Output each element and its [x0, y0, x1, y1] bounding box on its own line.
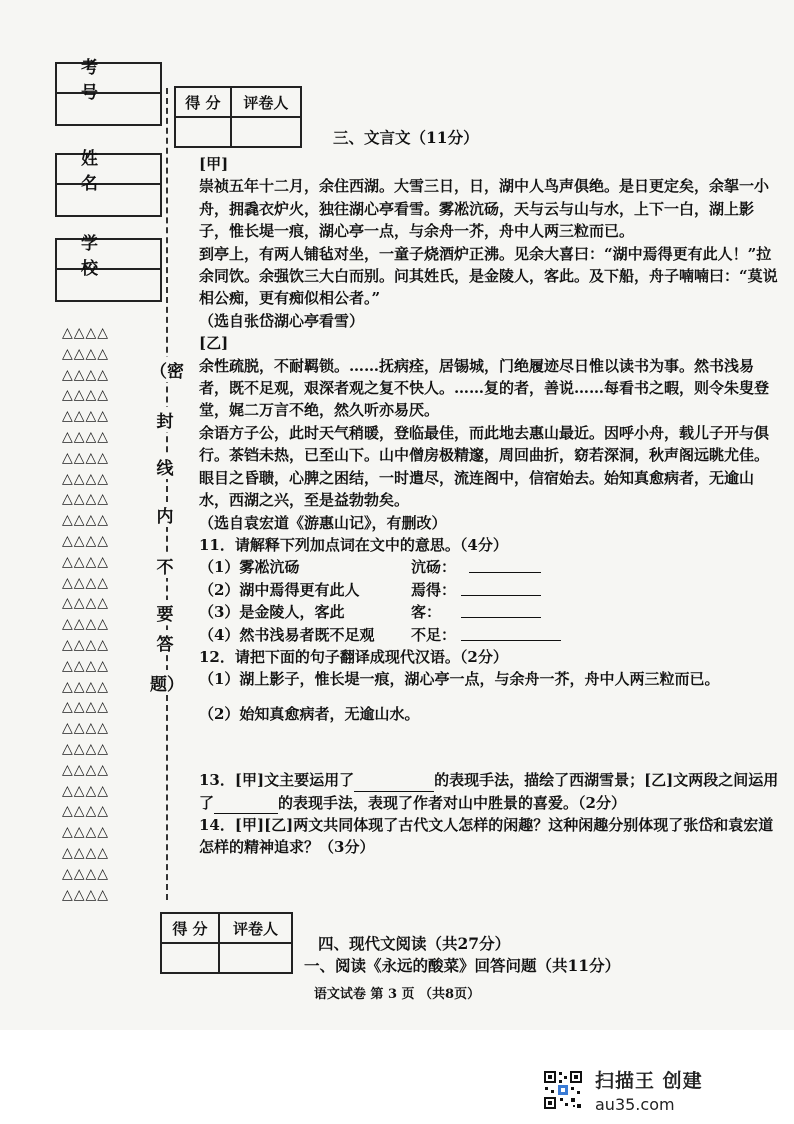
q12-sentence-1: （1）湖上影子，惟长堤一痕，湖心亭一点，与余舟一芥，舟中人两三粒而已。: [199, 670, 720, 689]
q12-sentence-2: （2）始知真愈病者，无逾山水。: [199, 704, 420, 723]
q13-blank-1[interactable]: [354, 775, 434, 792]
seal-char: （密: [150, 357, 180, 382]
q11-answer-blank[interactable]: [469, 556, 541, 573]
seal-char: 题）: [150, 670, 180, 695]
passage-a-para2: 到亭上，有两人铺毡对坐，一童子烧酒炉正沸。见余大喜曰：“湖中焉得更有此人！”拉余同饮。余强饮三大白而别。问其姓氏，是金陵人，客此。及下船，舟子喃喃曰：“莫说相公痴，更有痴似相公者。”: [199, 244, 778, 308]
q11-item: （4）然书浅易者既不足观 不足：: [199, 624, 779, 646]
score-cell[interactable]: [175, 117, 231, 147]
section4-subtitle: 一、阅读《永远的酸菜》回答问题（共11分）: [304, 956, 621, 975]
q11-answer-blank[interactable]: [461, 579, 541, 596]
grader-header: 评卷人: [231, 87, 301, 117]
q12-stem: 12．请把下面的句子翻译成现代汉语。（2分）: [199, 647, 508, 666]
page-footer: 语文试卷 第 3 页 （共8页）: [313, 987, 481, 1002]
q14-text: 14．[甲][乙]两文共同体现了古代文人怎样的闲趣？这种闲趣分别体现了张岱和袁宏道怎样的精神追求？（3分）: [199, 815, 774, 857]
main-content: [199, 153, 779, 859]
passage-b-source: （选自袁宏道《游惠山记》，有删改）: [199, 513, 447, 532]
grader-cell[interactable]: [231, 117, 301, 147]
q13-blank-2[interactable]: [214, 797, 278, 814]
score-header: 得 分: [161, 913, 219, 943]
score-header: 得 分: [175, 87, 231, 117]
section3-title: 三、文言文（11分）: [333, 128, 479, 147]
seal-char: 要: [150, 600, 180, 625]
score-table-section3: [174, 86, 302, 148]
q11-stem: 11．请解释下列加点词在文中的意思。（4分）: [199, 535, 508, 554]
qr-code-icon: [543, 1070, 583, 1110]
brand-name: 扫描王 创建: [595, 1070, 703, 1092]
q13-text: 13．[甲]文主要运用了 的表现手法，描绘了西湖雪景；[乙]文两段之间运用了 的表现手法，表现了作者对山中胜景的喜爱。（2分）: [199, 769, 779, 814]
q11-answer-blank[interactable]: [461, 601, 541, 618]
passage-b-para1: 余性疏脱，不耐羁锁。……抚病痊，居锡城，门绝履迹尽日惟以读书为事。然书浅易者，既不足观，艰深者观之复不快人。……复的者，善说……每看书之暇，则令朱叟登堂，娓二万言不绝，然久听亦易厌。: [199, 356, 770, 420]
school-label: 学 校: [57, 240, 160, 270]
exam-number-box: [55, 58, 162, 126]
passage-b-para2: 余语方子公，此时天气稍暖，登临最佳，而此地去惠山最近。因呼小舟，载儿子开与俱行。茶铛未热，已至山下。山中僧房极精邃，周回曲折，窈若深洞，秋声阁远眺尤佳。眼目之昏聩，心脾之困结，一时遣尽，流连阁中，信宿始去。始知真愈病者，无逾山水，西湖之兴，至是益勃勃矣。: [199, 423, 770, 510]
grader-header: 评卷人: [219, 913, 292, 943]
passage-a-source: （选自张岱湖心亭看雪）: [199, 311, 365, 330]
section4-title: 四、现代文阅读（共27分）: [318, 934, 511, 953]
scanner-watermark: [543, 1066, 703, 1114]
seal-char: 不: [150, 553, 180, 578]
passage-a-para1: 崇祯五年十二月，余住西湖。大雪三日，日，湖中人鸟声俱绝。是日更定矣，余挐一小舟，拥毳衣炉火，独往湖心亭看雪。雾凇沆砀，天与云与山与水，上下一白，湖上影子，惟长堤一痕，湖心亭一点，与余舟一芥，舟中人两三粒而已。: [199, 177, 770, 241]
exam-number-label: 考 号: [57, 64, 160, 94]
passage-a-tag: [甲]: [199, 155, 229, 173]
q11-answer-blank[interactable]: [461, 624, 561, 641]
score-table-section4: [160, 912, 293, 974]
q11-item: （2）湖中焉得更有此人 焉得：: [199, 579, 779, 601]
brand-site: au35.com: [595, 1095, 675, 1114]
q11-item: （1）雾凇沆砀 沆砀：: [199, 556, 779, 578]
score-cell[interactable]: [161, 943, 219, 973]
name-label: 姓 名: [57, 155, 160, 185]
grader-cell[interactable]: [219, 943, 292, 973]
passage-b-tag: [乙]: [199, 334, 229, 353]
seal-char: 答: [150, 630, 180, 655]
q11-item: （3）是金陵人，客此 客：: [199, 601, 779, 623]
seal-line: [166, 88, 168, 900]
seal-char: 内: [150, 502, 180, 527]
seal-char: 封: [150, 407, 180, 432]
school-box: [55, 234, 162, 302]
seal-char: 线: [150, 454, 180, 479]
triangle-border-pattern: [62, 323, 142, 905]
name-box: [55, 149, 162, 217]
triangle-pattern-text: △△△△ △△△△ △△△△ △△△△ △△△△ △△△△ △△△△ △△△△ △△△△ △△△△ △△△△ △△△△ △△△△ △△△△ △△△△ △△△△ △△△△ △△△△ △△△△ △△△△ △△△△ △△△△ △△△△ △△△△ △△△△ △△△△ △△△△ △△△△: [62, 325, 110, 903]
